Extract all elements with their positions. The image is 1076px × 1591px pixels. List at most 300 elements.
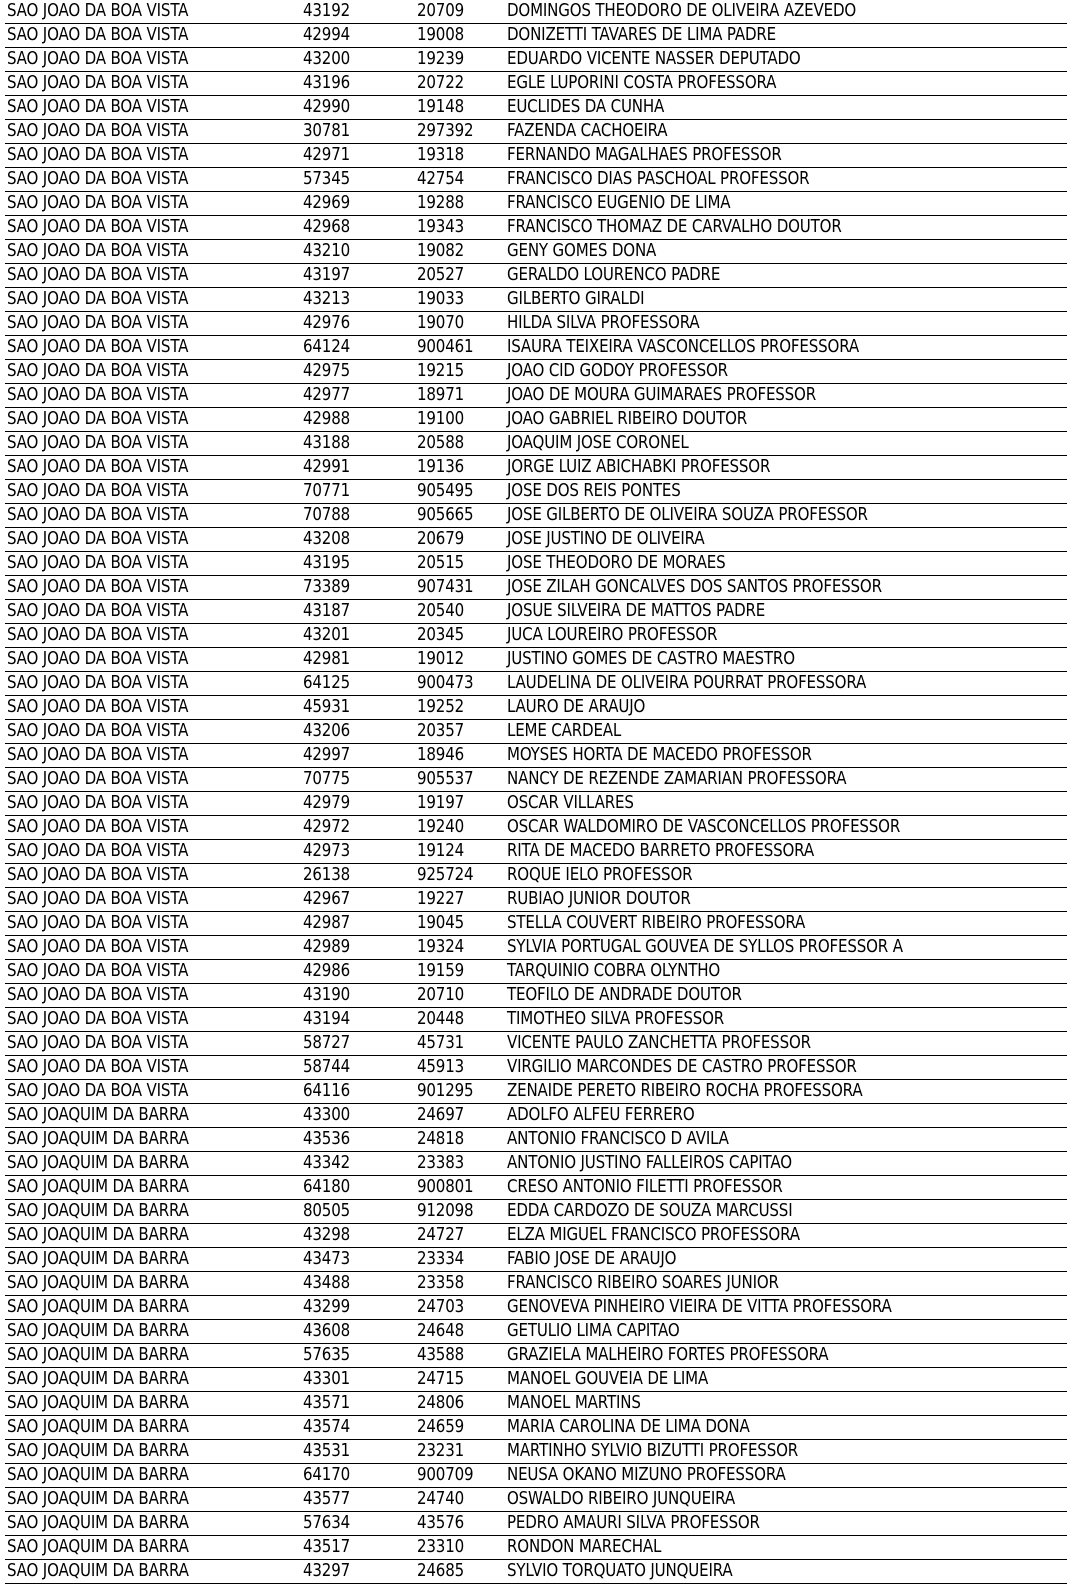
code-cell <box>301 1080 415 1104</box>
cie-cell-text: 19159 <box>417 961 465 981</box>
code-cell <box>301 1248 415 1272</box>
table-row <box>5 1248 1067 1272</box>
school-name-cell <box>505 168 1067 192</box>
cie-cell-text: 912098 <box>417 1201 474 1221</box>
code-cell <box>301 696 415 720</box>
cie-cell-text: 24740 <box>417 1489 465 1509</box>
school-name-cell <box>505 456 1067 480</box>
cie-cell-text: 24727 <box>417 1225 465 1245</box>
table-row <box>5 1536 1067 1560</box>
school-name-cell <box>505 888 1067 912</box>
code-cell-text: 42971 <box>303 145 351 165</box>
municipality-cell <box>5 24 301 48</box>
table-row <box>5 240 1067 264</box>
code-cell-text: 43188 <box>303 433 351 453</box>
code-cell-text: 43517 <box>303 1537 351 1557</box>
municipality-cell <box>5 528 301 552</box>
municipality-cell <box>5 1176 301 1200</box>
cie-cell <box>415 1344 505 1368</box>
municipality-cell-text: SAO JOAO DA BOA VISTA <box>7 553 189 573</box>
municipality-cell-text: SAO JOAO DA BOA VISTA <box>7 337 189 357</box>
school-name-cell-text: EUCLIDES DA CUNHA <box>507 97 665 117</box>
cie-cell-text: 19318 <box>417 145 465 165</box>
municipality-cell-text: SAO JOAO DA BOA VISTA <box>7 457 189 477</box>
code-cell <box>301 1392 415 1416</box>
code-cell <box>301 1416 415 1440</box>
code-cell <box>301 168 415 192</box>
municipality-cell-text: SAO JOAO DA BOA VISTA <box>7 769 189 789</box>
table-row <box>5 96 1067 120</box>
cie-cell <box>415 240 505 264</box>
cie-cell-text: 20588 <box>417 433 465 453</box>
code-cell-text: 42986 <box>303 961 351 981</box>
code-cell-text: 58744 <box>303 1057 351 1077</box>
municipality-cell <box>5 984 301 1008</box>
municipality-cell <box>5 336 301 360</box>
table-row <box>5 1512 1067 1536</box>
school-name-cell <box>505 696 1067 720</box>
school-name-cell-text: NEUSA OKANO MIZUNO PROFESSORA <box>507 1465 786 1485</box>
school-name-cell-text: ZENAIDE PERETO RIBEIRO ROCHA PROFESSORA <box>507 1081 863 1101</box>
municipality-cell <box>5 408 301 432</box>
school-name-cell <box>505 432 1067 456</box>
municipality-cell-text: SAO JOAO DA BOA VISTA <box>7 481 189 501</box>
school-name-cell-text: JOAO CID GODOY PROFESSOR <box>507 361 728 381</box>
code-cell-text: 43213 <box>303 289 351 309</box>
school-name-cell <box>505 552 1067 576</box>
municipality-cell-text: SAO JOAO DA BOA VISTA <box>7 265 189 285</box>
code-cell-text: 70788 <box>303 505 351 525</box>
school-name-cell-text: GENOVEVA PINHEIRO VIEIRA DE VITTA PROFESSORA <box>507 1297 892 1317</box>
municipality-cell-text: SAO JOAQUIM DA BARRA <box>7 1273 189 1293</box>
cie-cell-text: 905665 <box>417 505 474 525</box>
municipality-cell-text: SAO JOAO DA BOA VISTA <box>7 97 189 117</box>
municipality-cell <box>5 312 301 336</box>
code-cell-text: 42990 <box>303 97 351 117</box>
municipality-cell <box>5 648 301 672</box>
code-cell <box>301 1320 415 1344</box>
cie-cell <box>415 360 505 384</box>
code-cell-text: 43297 <box>303 1561 351 1581</box>
municipality-cell-text: SAO JOAQUIM DA BARRA <box>7 1153 189 1173</box>
school-name-cell-text: FRANCISCO EUGENIO DE LIMA <box>507 193 731 213</box>
table-row <box>5 1032 1067 1056</box>
school-name-cell <box>505 720 1067 744</box>
cie-cell-text: 19012 <box>417 649 465 669</box>
municipality-cell <box>5 912 301 936</box>
municipality-cell <box>5 1272 301 1296</box>
school-name-cell <box>505 1368 1067 1392</box>
school-name-cell-text: JOSE GILBERTO DE OLIVEIRA SOUZA PROFESSOR <box>507 505 868 525</box>
table-row <box>5 888 1067 912</box>
municipality-cell <box>5 624 301 648</box>
municipality-cell <box>5 1440 301 1464</box>
cie-cell <box>415 552 505 576</box>
table-row <box>5 1080 1067 1104</box>
municipality-cell <box>5 552 301 576</box>
code-cell-text: 42989 <box>303 937 351 957</box>
school-name-cell <box>505 624 1067 648</box>
code-cell <box>301 96 415 120</box>
municipality-cell <box>5 768 301 792</box>
school-name-cell-text: GERALDO LOURENCO PADRE <box>507 265 721 285</box>
code-cell <box>301 648 415 672</box>
table-row <box>5 576 1067 600</box>
school-name-cell-text: DOMINGOS THEODORO DE OLIVEIRA AZEVEDO <box>507 1 857 21</box>
cie-cell <box>415 1104 505 1128</box>
municipality-cell-text: SAO JOAQUIM DA BARRA <box>7 1201 189 1221</box>
table-row <box>5 1320 1067 1344</box>
school-name-cell-text: ISAURA TEIXEIRA VASCONCELLOS PROFESSORA <box>507 337 859 357</box>
table-row <box>5 1200 1067 1224</box>
cie-cell-text: 20679 <box>417 529 465 549</box>
table-row <box>5 768 1067 792</box>
cie-cell <box>415 1200 505 1224</box>
code-cell-text: 42994 <box>303 25 351 45</box>
code-cell-text: 43192 <box>303 1 351 21</box>
municipality-cell <box>5 0 301 24</box>
cie-cell-text: 297392 <box>417 121 474 141</box>
table-row <box>5 1440 1067 1464</box>
cie-cell-text: 901295 <box>417 1081 474 1101</box>
cie-cell <box>415 1560 505 1584</box>
school-name-cell-text: MOYSES HORTA DE MACEDO PROFESSOR <box>507 745 812 765</box>
code-cell-text: 42981 <box>303 649 351 669</box>
cie-cell-text: 23334 <box>417 1249 465 1269</box>
school-name-cell-text: EDDA CARDOZO DE SOUZA MARCUSSI <box>507 1201 793 1221</box>
municipality-cell-text: SAO JOAO DA BOA VISTA <box>7 937 189 957</box>
code-cell <box>301 192 415 216</box>
cie-cell-text: 19343 <box>417 217 465 237</box>
cie-cell-text: 19045 <box>417 913 465 933</box>
code-cell <box>301 1272 415 1296</box>
school-name-cell-text: JOSE THEODORO DE MORAES <box>507 553 726 573</box>
cie-cell <box>415 1152 505 1176</box>
municipality-cell-text: SAO JOAO DA BOA VISTA <box>7 433 189 453</box>
school-name-cell <box>505 1056 1067 1080</box>
code-cell <box>301 1176 415 1200</box>
municipality-cell-text: SAO JOAO DA BOA VISTA <box>7 577 189 597</box>
code-cell <box>301 960 415 984</box>
code-cell-text: 57635 <box>303 1345 351 1365</box>
municipality-cell-text: SAO JOAO DA BOA VISTA <box>7 217 189 237</box>
municipality-cell-text: SAO JOAO DA BOA VISTA <box>7 889 189 909</box>
code-cell <box>301 1344 415 1368</box>
table-row <box>5 1344 1067 1368</box>
school-name-cell-text: FRANCISCO RIBEIRO SOARES JUNIOR <box>507 1273 779 1293</box>
school-name-cell <box>505 1104 1067 1128</box>
cie-cell <box>415 1176 505 1200</box>
code-cell-text: 43197 <box>303 265 351 285</box>
cie-cell-text: 18946 <box>417 745 465 765</box>
municipality-cell <box>5 1128 301 1152</box>
cie-cell-text: 24818 <box>417 1129 465 1149</box>
table-row <box>5 936 1067 960</box>
cie-cell-text: 19148 <box>417 97 465 117</box>
cie-cell-text: 900709 <box>417 1465 474 1485</box>
school-name-cell <box>505 1344 1067 1368</box>
code-cell-text: 43488 <box>303 1273 351 1293</box>
municipality-cell-text: SAO JOAQUIM DA BARRA <box>7 1393 189 1413</box>
code-cell <box>301 288 415 312</box>
table-row <box>5 120 1067 144</box>
code-cell <box>301 24 415 48</box>
table-row <box>5 1104 1067 1128</box>
cie-cell <box>415 1536 505 1560</box>
school-name-cell <box>505 96 1067 120</box>
cie-cell-text: 20448 <box>417 1009 465 1029</box>
cie-cell <box>415 1296 505 1320</box>
cie-cell <box>415 312 505 336</box>
school-name-cell-text: GENY GOMES DONA <box>507 241 657 261</box>
cie-cell <box>415 192 505 216</box>
code-cell <box>301 1152 415 1176</box>
school-name-cell-text: JUSTINO GOMES DE CASTRO MAESTRO <box>507 649 795 669</box>
school-name-cell-text: FRANCISCO DIAS PASCHOAL PROFESSOR <box>507 169 810 189</box>
school-name-cell-text: JOAO GABRIEL RIBEIRO DOUTOR <box>507 409 748 429</box>
municipality-cell-text: SAO JOAO DA BOA VISTA <box>7 721 189 741</box>
cie-cell-text: 23383 <box>417 1153 465 1173</box>
table-row <box>5 552 1067 576</box>
school-name-cell-text: OSCAR WALDOMIRO DE VASCONCELLOS PROFESSOR <box>507 817 901 837</box>
municipality-cell <box>5 1416 301 1440</box>
cie-cell-text: 24648 <box>417 1321 465 1341</box>
municipality-cell <box>5 192 301 216</box>
code-cell-text: 43300 <box>303 1105 351 1125</box>
school-name-cell <box>505 864 1067 888</box>
code-cell <box>301 984 415 1008</box>
code-cell <box>301 480 415 504</box>
table-row <box>5 672 1067 696</box>
cie-cell <box>415 1392 505 1416</box>
code-cell <box>301 888 415 912</box>
cie-cell <box>415 936 505 960</box>
municipality-cell-text: SAO JOAQUIM DA BARRA <box>7 1105 189 1125</box>
cie-cell <box>415 960 505 984</box>
school-listing-page <box>5 0 1067 1584</box>
code-cell-text: 45931 <box>303 697 351 717</box>
municipality-cell-text: SAO JOAQUIM DA BARRA <box>7 1369 189 1389</box>
table-row <box>5 816 1067 840</box>
school-name-cell <box>505 792 1067 816</box>
code-cell-text: 43299 <box>303 1297 351 1317</box>
cie-cell-text: 19124 <box>417 841 465 861</box>
school-name-cell-text: LAUDELINA DE OLIVEIRA POURRAT PROFESSORA <box>507 673 867 693</box>
cie-cell-text: 19070 <box>417 313 465 333</box>
code-cell <box>301 1008 415 1032</box>
code-cell-text: 43473 <box>303 1249 351 1269</box>
cie-cell <box>415 384 505 408</box>
cie-cell-text: 20345 <box>417 625 465 645</box>
school-name-cell <box>505 408 1067 432</box>
code-cell-text: 64116 <box>303 1081 351 1101</box>
school-name-cell-text: GETULIO LIMA CAPITAO <box>507 1321 680 1341</box>
code-cell <box>301 240 415 264</box>
cie-cell <box>415 768 505 792</box>
municipality-cell <box>5 936 301 960</box>
municipality-cell <box>5 144 301 168</box>
school-name-cell-text: VIRGILIO MARCONDES DE CASTRO PROFESSOR <box>507 1057 857 1077</box>
school-name-cell <box>505 480 1067 504</box>
table-row <box>5 0 1067 24</box>
table-row <box>5 528 1067 552</box>
table-row <box>5 192 1067 216</box>
school-name-cell-text: RITA DE MACEDO BARRETO PROFESSORA <box>507 841 814 861</box>
municipality-cell <box>5 504 301 528</box>
cie-cell-text: 43588 <box>417 1345 465 1365</box>
cie-cell <box>415 1080 505 1104</box>
municipality-cell <box>5 1104 301 1128</box>
municipality-cell <box>5 1200 301 1224</box>
school-name-cell <box>505 1536 1067 1560</box>
school-name-cell <box>505 648 1067 672</box>
school-name-cell <box>505 984 1067 1008</box>
school-table-body <box>5 0 1067 1584</box>
table-row <box>5 504 1067 528</box>
municipality-cell-text: SAO JOAO DA BOA VISTA <box>7 1 189 21</box>
code-cell <box>301 1056 415 1080</box>
table-row <box>5 360 1067 384</box>
school-name-cell <box>505 288 1067 312</box>
municipality-cell-text: SAO JOAQUIM DA BARRA <box>7 1249 189 1269</box>
cie-cell-text: 907431 <box>417 577 474 597</box>
municipality-cell-text: SAO JOAO DA BOA VISTA <box>7 1057 189 1077</box>
cie-cell <box>415 120 505 144</box>
school-name-cell <box>505 600 1067 624</box>
school-name-cell-text: MARIA CAROLINA DE LIMA DONA <box>507 1417 750 1437</box>
cie-cell <box>415 504 505 528</box>
school-name-cell <box>505 1440 1067 1464</box>
cie-cell-text: 23358 <box>417 1273 465 1293</box>
municipality-cell <box>5 168 301 192</box>
school-name-cell-text: LEME CARDEAL <box>507 721 622 741</box>
code-cell <box>301 912 415 936</box>
cie-cell-text: 24659 <box>417 1417 465 1437</box>
school-name-cell-text: ELZA MIGUEL FRANCISCO PROFESSORA <box>507 1225 800 1245</box>
municipality-cell <box>5 696 301 720</box>
school-name-cell-text: TARQUINIO COBRA OLYNTHO <box>507 961 721 981</box>
cie-cell <box>415 1008 505 1032</box>
cie-cell-text: 23231 <box>417 1441 465 1461</box>
cie-cell-text: 20722 <box>417 73 465 93</box>
code-cell <box>301 792 415 816</box>
table-row <box>5 24 1067 48</box>
school-name-cell <box>505 1296 1067 1320</box>
municipality-cell-text: SAO JOAQUIM DA BARRA <box>7 1537 189 1557</box>
municipality-cell <box>5 96 301 120</box>
code-cell <box>301 216 415 240</box>
cie-cell-text: 19239 <box>417 49 465 69</box>
municipality-cell <box>5 1224 301 1248</box>
municipality-cell-text: SAO JOAO DA BOA VISTA <box>7 49 189 69</box>
school-name-cell-text: ANTONIO JUSTINO FALLEIROS CAPITAO <box>507 1153 792 1173</box>
school-name-cell <box>505 816 1067 840</box>
cie-cell-text: 19240 <box>417 817 465 837</box>
school-name-cell <box>505 840 1067 864</box>
code-cell-text: 80505 <box>303 1201 351 1221</box>
cie-cell-text: 19227 <box>417 889 465 909</box>
municipality-cell <box>5 864 301 888</box>
table-row <box>5 960 1067 984</box>
cie-cell <box>415 696 505 720</box>
cie-cell <box>415 456 505 480</box>
municipality-cell-text: SAO JOAQUIM DA BARRA <box>7 1297 189 1317</box>
cie-cell-text: 42754 <box>417 169 465 189</box>
code-cell <box>301 336 415 360</box>
cie-cell-text: 20515 <box>417 553 465 573</box>
code-cell-text: 58727 <box>303 1033 351 1053</box>
cie-cell-text: 45913 <box>417 1057 465 1077</box>
code-cell <box>301 1368 415 1392</box>
school-name-cell <box>505 384 1067 408</box>
school-name-cell-text: STELLA COUVERT RIBEIRO PROFESSORA <box>507 913 806 933</box>
municipality-cell-text: SAO JOAO DA BOA VISTA <box>7 169 189 189</box>
table-row <box>5 1368 1067 1392</box>
table-row <box>5 1056 1067 1080</box>
municipality-cell-text: SAO JOAO DA BOA VISTA <box>7 385 189 405</box>
municipality-cell-text: SAO JOAO DA BOA VISTA <box>7 289 189 309</box>
cie-cell <box>415 1512 505 1536</box>
code-cell <box>301 312 415 336</box>
municipality-cell <box>5 48 301 72</box>
code-cell-text: 43298 <box>303 1225 351 1245</box>
table-row <box>5 48 1067 72</box>
code-cell <box>301 936 415 960</box>
code-cell <box>301 1224 415 1248</box>
table-row <box>5 144 1067 168</box>
table-row <box>5 384 1067 408</box>
cie-cell-text: 900473 <box>417 673 474 693</box>
code-cell-text: 42976 <box>303 313 351 333</box>
cie-cell-text: 24685 <box>417 1561 465 1581</box>
municipality-cell-text: SAO JOAO DA BOA VISTA <box>7 1081 189 1101</box>
school-name-cell <box>505 936 1067 960</box>
cie-cell <box>415 72 505 96</box>
municipality-cell-text: SAO JOAO DA BOA VISTA <box>7 745 189 765</box>
municipality-cell-text: SAO JOAO DA BOA VISTA <box>7 841 189 861</box>
school-name-cell-text: JORGE LUIZ ABICHABKI PROFESSOR <box>507 457 771 477</box>
code-cell <box>301 408 415 432</box>
code-cell <box>301 384 415 408</box>
code-cell-text: 43301 <box>303 1369 351 1389</box>
school-name-cell <box>505 1416 1067 1440</box>
municipality-cell-text: SAO JOAO DA BOA VISTA <box>7 73 189 93</box>
municipality-cell <box>5 1560 301 1584</box>
school-name-cell-text: CRESO ANTONIO FILETTI PROFESSOR <box>507 1177 783 1197</box>
municipality-cell <box>5 720 301 744</box>
municipality-cell <box>5 792 301 816</box>
school-name-cell-text: MANOEL MARTINS <box>507 1393 641 1413</box>
school-name-cell-text: JOSE DOS REIS PONTES <box>507 481 681 501</box>
cie-cell <box>415 1272 505 1296</box>
table-row <box>5 216 1067 240</box>
school-name-cell-text: SYLVIO TORQUATO JUNQUEIRA <box>507 1561 733 1581</box>
table-row <box>5 456 1067 480</box>
school-name-cell-text: JUCA LOUREIRO PROFESSOR <box>507 625 718 645</box>
cie-cell-text: 19008 <box>417 25 465 45</box>
school-name-cell-text: ROQUE IELO PROFESSOR <box>507 865 693 885</box>
cie-cell <box>415 888 505 912</box>
school-name-cell-text: VICENTE PAULO ZANCHETTA PROFESSOR <box>507 1033 811 1053</box>
table-row <box>5 696 1067 720</box>
municipality-cell-text: SAO JOAO DA BOA VISTA <box>7 1033 189 1053</box>
school-name-cell <box>505 744 1067 768</box>
cie-cell <box>415 1320 505 1344</box>
school-name-cell-text: FAZENDA CACHOEIRA <box>507 121 668 141</box>
table-row <box>5 264 1067 288</box>
municipality-cell-text: SAO JOAO DA BOA VISTA <box>7 25 189 45</box>
code-cell-text: 43342 <box>303 1153 351 1173</box>
